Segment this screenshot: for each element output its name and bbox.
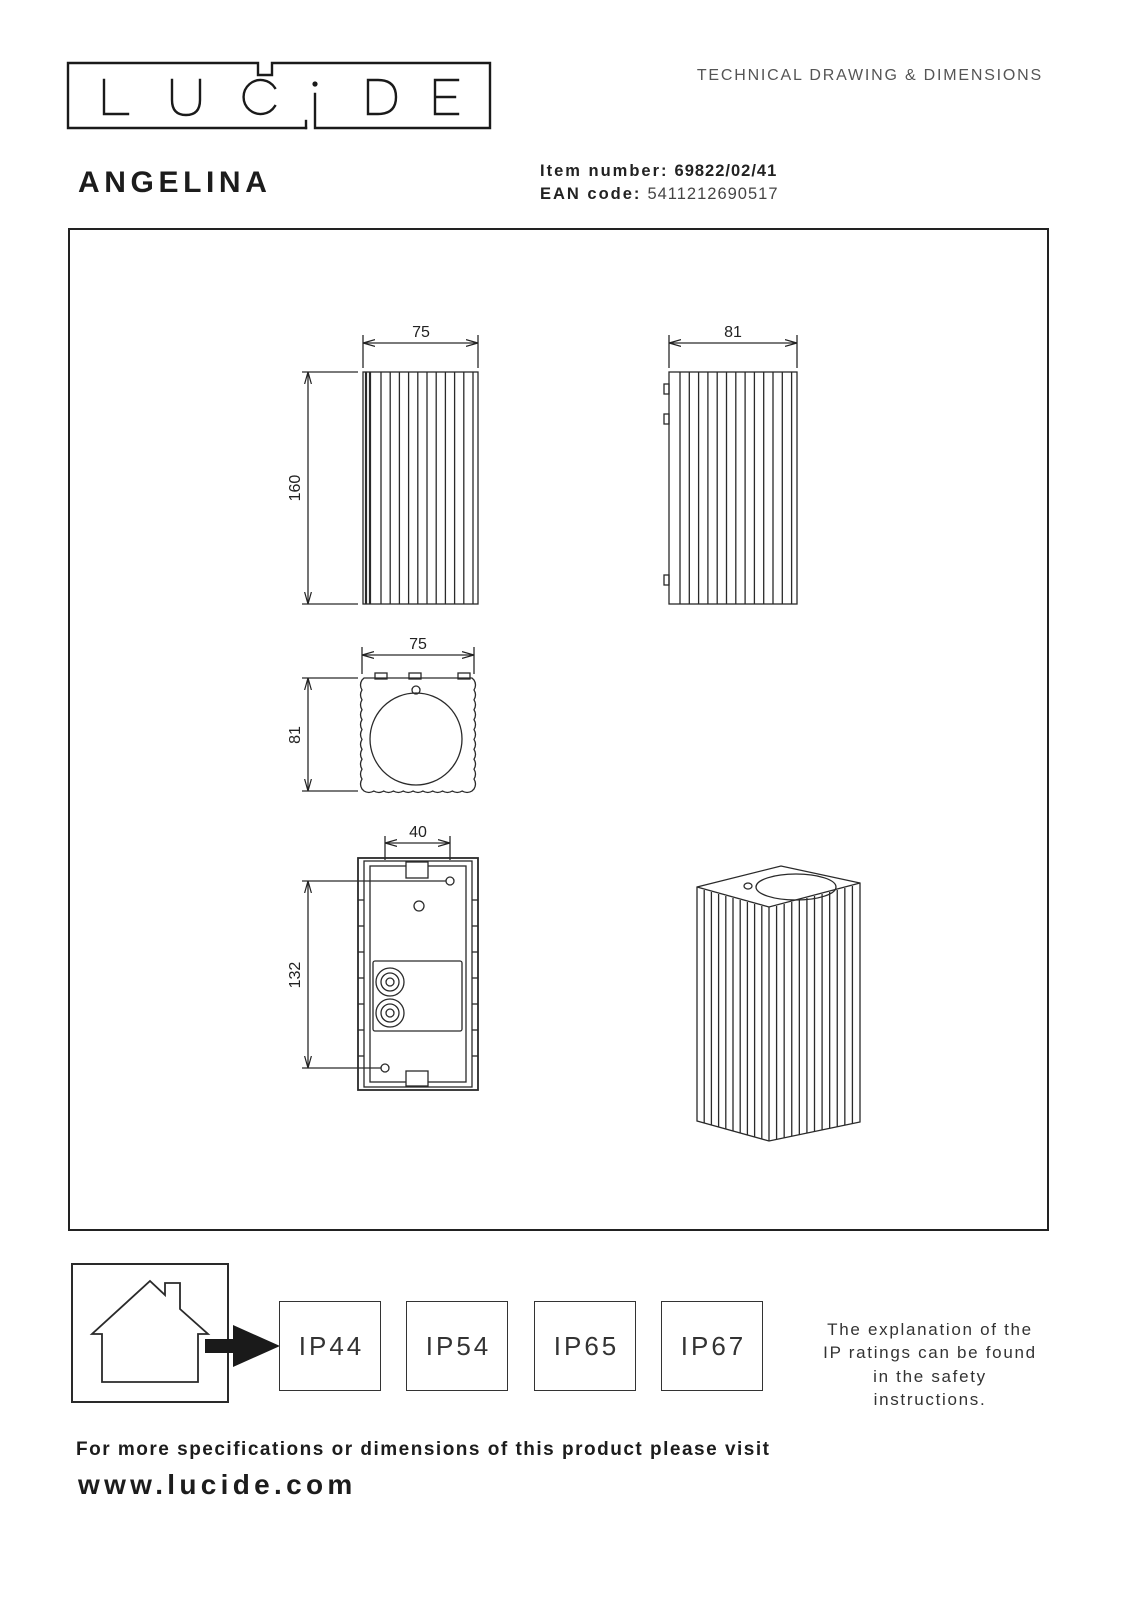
arrow-right-icon — [205, 1325, 280, 1367]
footer-specifications-text: For more specifications or dimensions of this product please visit — [76, 1439, 771, 1460]
logo-letter-u — [172, 80, 200, 115]
ean-code-label: EAN code: — [540, 185, 642, 203]
depth-dimension-label: 81 — [287, 726, 304, 744]
width-dimension-label: 75 — [409, 636, 427, 653]
item-number-value: 69822/02/41 — [674, 162, 778, 180]
logo-letter-c — [244, 80, 275, 114]
ip-rating-box: IP44 — [279, 1301, 381, 1391]
width-dimension-label: 75 — [412, 324, 430, 341]
width-dimension-label: 40 — [409, 824, 427, 841]
note-line: instructions. — [873, 1389, 987, 1409]
logo-letter-i-dot — [312, 81, 317, 86]
height-dimension-label: 132 — [287, 961, 304, 989]
ean-code-row — [540, 183, 779, 206]
website-link[interactable]: www.lucide.com — [78, 1469, 357, 1500]
item-number-label: Item number: — [540, 162, 669, 180]
ip-rating-box: IP67 — [661, 1301, 763, 1391]
height-dimension-label: 160 — [287, 474, 304, 502]
note-line: The explanation of the — [827, 1320, 1033, 1339]
logo-frame — [68, 63, 490, 128]
document-type-title: TECHNICAL DRAWING & DIMENSIONS — [696, 67, 1043, 84]
note-line: IP ratings can be found — [823, 1343, 1037, 1363]
item-number-row — [540, 160, 779, 183]
indoor-outdoor-icon — [72, 1264, 280, 1402]
product-identifiers — [540, 160, 779, 206]
logo-letter-d — [368, 80, 396, 114]
ip-rating-box: IP65 — [534, 1301, 636, 1391]
logo-letter-l — [104, 80, 128, 114]
note-line: in the safety — [873, 1366, 987, 1386]
ean-code-value: 5411212690517 — [647, 185, 779, 203]
product-name: ANGELINA — [78, 166, 272, 199]
ip-rating-box: IP54 — [406, 1301, 508, 1391]
house-icon — [92, 1281, 208, 1382]
depth-dimension-label: 81 — [724, 324, 742, 341]
logo-letter-e — [435, 80, 458, 114]
ip-explanation-note — [790, 1318, 1070, 1411]
house-icon-frame — [72, 1264, 228, 1402]
lucide-logo — [0, 0, 520, 140]
drawing-frame — [68, 228, 1049, 1231]
